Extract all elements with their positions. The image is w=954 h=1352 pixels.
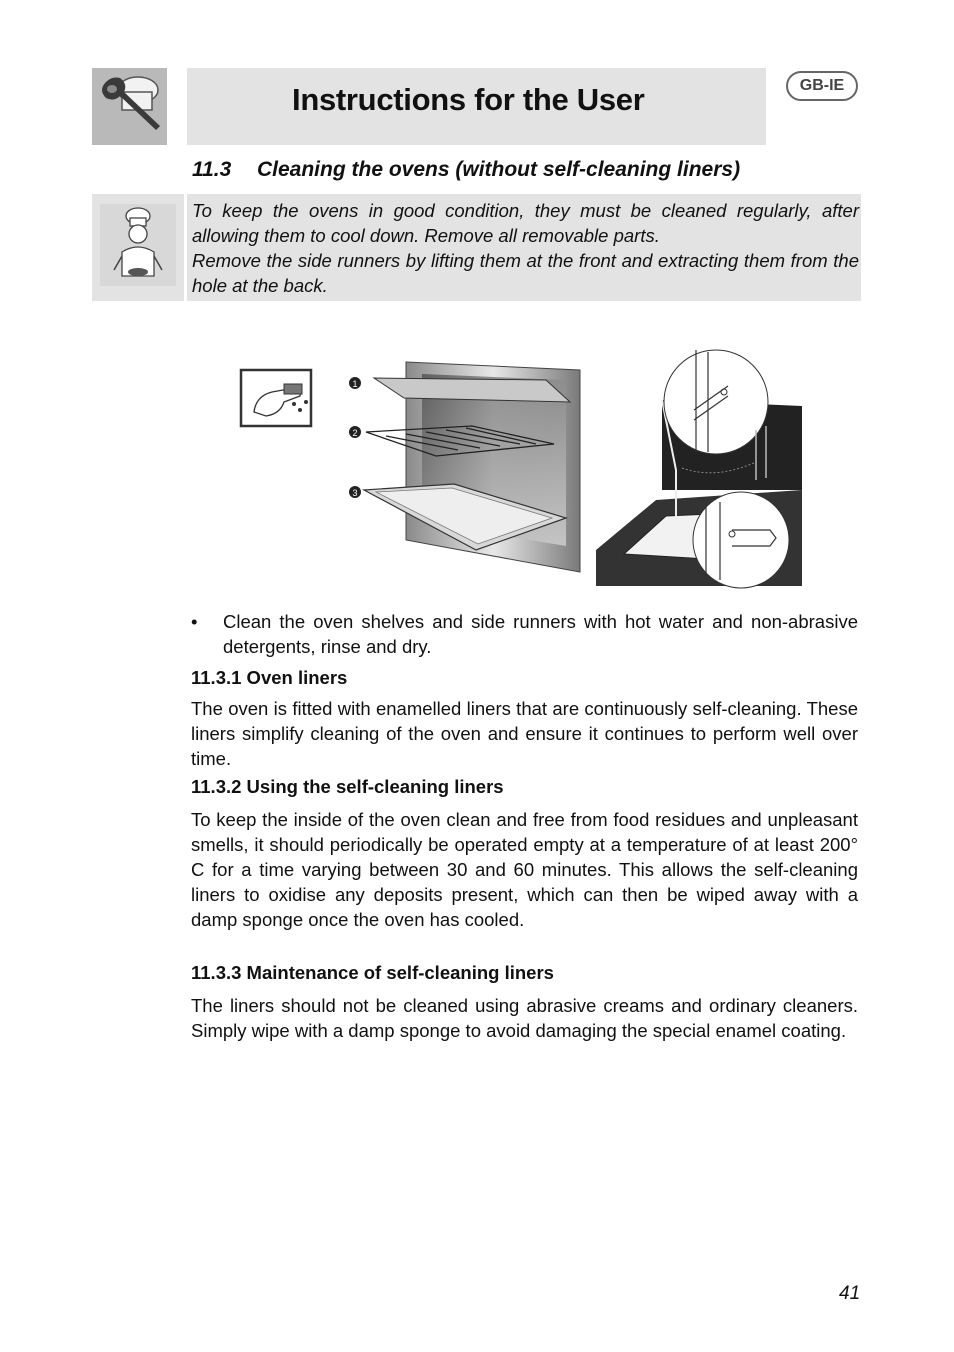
marker-3 bbox=[349, 486, 361, 498]
subsection-text-maintenance: The liners should not be cleaned using abrasive creams and ordinary cleaners. Simply wipe with a damp sponge to avoid damaging the special enamel coating. bbox=[191, 995, 858, 1041]
subsection-heading-oven-liners: 11.3.1 Oven liners bbox=[191, 667, 348, 688]
oven-cavity-drawing bbox=[364, 362, 580, 572]
note-line-2: Remove the side runners by lifting them at the front and extracting them from the hole at the back. bbox=[192, 250, 859, 296]
marker-1-label: 1 bbox=[352, 379, 358, 389]
language-badge: GB-IE bbox=[786, 71, 858, 101]
note-line-1: To keep the ovens in good condition, they must be cleaned regularly, after allowing them to cool down. Remove all removable parts. bbox=[192, 200, 859, 246]
section-heading bbox=[192, 158, 740, 182]
side-runner-detail-drawing bbox=[596, 350, 802, 588]
subsection-text-oven-liners: The oven is fitted with enamelled liners that are continuously self-cleaning. These liners simplify cleaning of the oven and ensure it continues to perform well over time. bbox=[191, 698, 858, 769]
bullet-symbol: • bbox=[191, 611, 198, 632]
marker-3-label: 3 bbox=[352, 488, 358, 498]
marker-1 bbox=[349, 377, 361, 389]
page-title: Instructions for the User bbox=[292, 82, 645, 117]
subsection-heading-maintenance: 11.3.3 Maintenance of self-cleaning liners bbox=[191, 962, 554, 983]
subsection-heading-using-liners: 11.3.2 Using the self-cleaning liners bbox=[191, 776, 504, 797]
logo-chef-spoon-icon bbox=[92, 68, 167, 145]
marker-2 bbox=[349, 426, 361, 438]
section-title: Cleaning the ovens (without self-cleaning liners) bbox=[257, 158, 741, 181]
sponge-hand-icon bbox=[241, 370, 311, 426]
page-number: 41 bbox=[839, 1283, 861, 1304]
subsection-text-using-liners: To keep the inside of the oven clean and free from food residues and unpleasant smells, it should periodically be operated empty at a temperature of at least 200° C for a time varying between 30 and 60 minutes. This allows the self-cleaning liners to oxidise any deposits present, which can then be wiped away with a damp sponge once the oven has cooled. bbox=[191, 809, 858, 930]
bullet-item bbox=[191, 609, 858, 659]
marker-2-label: 2 bbox=[352, 428, 358, 438]
oven-cleaning-illustration bbox=[236, 340, 806, 590]
chef-warning-icon bbox=[92, 194, 184, 301]
section-number: 11.3 bbox=[192, 158, 232, 181]
note-text bbox=[192, 198, 859, 298]
bullet-text: Clean the oven shelves and side runners with hot water and non-abrasive detergents, rinse and dry. bbox=[223, 611, 858, 657]
